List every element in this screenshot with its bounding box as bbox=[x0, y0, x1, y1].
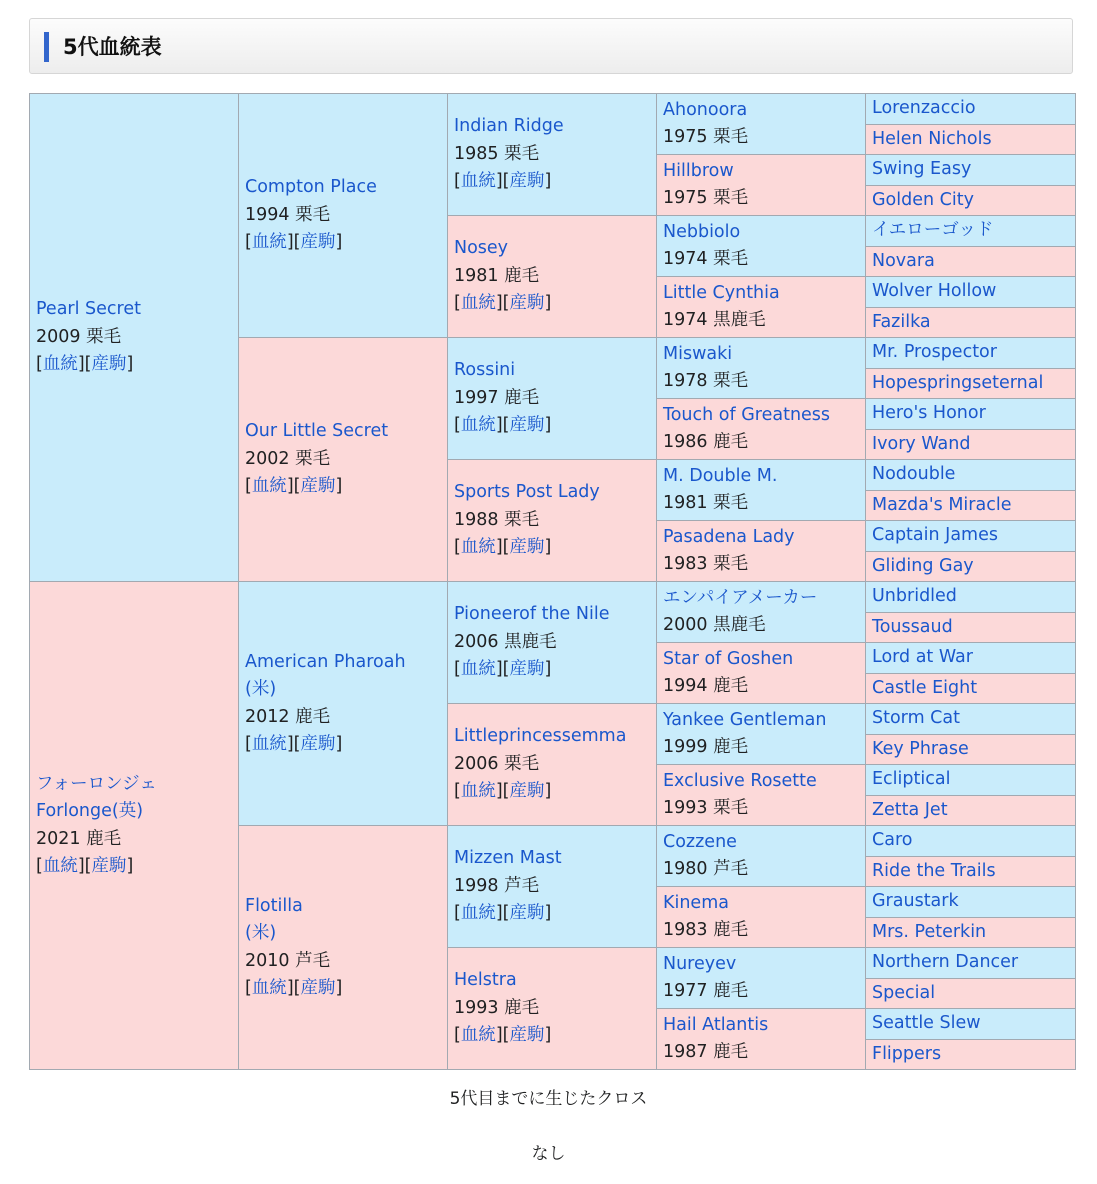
pedigree-links: [血統][産駒] bbox=[454, 293, 552, 314]
ancestor-gen4 bbox=[657, 1009, 866, 1070]
pedigree-link[interactable]: 血統 bbox=[42, 856, 78, 876]
horse-name[interactable]: エンパイアメーカー bbox=[663, 587, 818, 608]
progeny-link[interactable]: 産駒 bbox=[509, 659, 545, 680]
horse-name[interactable]: Miswaki bbox=[663, 343, 733, 364]
horse-name[interactable]: Fazilka bbox=[872, 311, 931, 332]
progeny-link[interactable]: 産駒 bbox=[509, 171, 545, 192]
progeny-link[interactable]: 産駒 bbox=[91, 354, 127, 375]
horse-info: 2021 鹿毛 bbox=[36, 828, 122, 849]
cross-section-value: なし bbox=[531, 1144, 566, 1164]
horse-info: 1983 鹿毛 bbox=[663, 920, 749, 940]
horse-name[interactable]: (米) bbox=[245, 923, 277, 943]
horse-name[interactable]: Hopespringseternal bbox=[872, 372, 1044, 393]
horse-name[interactable]: Hero's Honor bbox=[872, 403, 986, 423]
horse-name[interactable]: Helstra bbox=[454, 970, 517, 991]
pedigree-links: [血統][産駒] bbox=[454, 903, 552, 924]
ancestor-gen5 bbox=[866, 887, 1076, 918]
ancestor-gen5 bbox=[866, 704, 1076, 735]
ancestor-gen3 bbox=[448, 704, 657, 826]
horse-info: 1981 栗毛 bbox=[663, 493, 749, 513]
pedigree-link[interactable]: 血統 bbox=[251, 232, 287, 253]
horse-name[interactable]: Compton Place bbox=[245, 177, 377, 198]
pedigree-links: [血統][産駒] bbox=[245, 476, 343, 497]
horse-name[interactable]: Rossini bbox=[454, 360, 516, 381]
horse-name[interactable]: Wolver Hollow bbox=[872, 281, 997, 301]
pedigree-table bbox=[29, 93, 1076, 1070]
horse-name[interactable]: イエローゴッド bbox=[872, 220, 994, 240]
pedigree-links: [血統][産駒] bbox=[245, 978, 343, 998]
horse-name[interactable]: Kinema bbox=[663, 892, 729, 913]
horse-name[interactable]: (米) bbox=[245, 679, 277, 699]
horse-info: 1975 栗毛 bbox=[663, 188, 749, 208]
pedigree-links: [血統][産駒] bbox=[454, 171, 552, 192]
pedigree-link[interactable]: 血統 bbox=[251, 978, 287, 998]
pedigree-row bbox=[30, 94, 1076, 125]
horse-name[interactable]: Star of Goshen bbox=[663, 648, 794, 669]
pedigree-links: [血統][産駒] bbox=[454, 781, 552, 802]
horse-name[interactable]: Cozzene bbox=[663, 831, 737, 852]
pedigree-link[interactable]: 血統 bbox=[460, 537, 496, 558]
horse-name[interactable]: Northern Dancer bbox=[872, 952, 1019, 972]
ancestor-gen2 bbox=[239, 338, 448, 582]
horse-info: 2012 鹿毛 bbox=[245, 706, 331, 727]
progeny-link[interactable]: 産駒 bbox=[509, 903, 545, 924]
ancestor-gen3 bbox=[448, 582, 657, 704]
ancestor-gen4 bbox=[657, 826, 866, 887]
horse-name[interactable]: Captain James bbox=[872, 525, 998, 545]
progeny-link[interactable]: 産駒 bbox=[509, 1025, 545, 1046]
horse-info: 1993 栗毛 bbox=[663, 798, 749, 818]
horse-name[interactable]: Little Cynthia bbox=[663, 282, 780, 303]
pedigree-link[interactable]: 血統 bbox=[460, 1025, 496, 1046]
horse-name[interactable]: Ecliptical bbox=[872, 769, 951, 789]
ancestor-gen5 bbox=[866, 826, 1076, 857]
horse-name[interactable]: Gliding Gay bbox=[872, 555, 974, 576]
pedigree-links: [血統][産駒] bbox=[245, 734, 343, 754]
pedigree-links: [血統][産駒] bbox=[36, 354, 134, 375]
horse-info: 1994 栗毛 bbox=[245, 204, 331, 225]
ancestor-gen4 bbox=[657, 277, 866, 338]
pedigree-links: [血統][産駒] bbox=[454, 1025, 552, 1046]
ancestor-gen5 bbox=[866, 795, 1076, 826]
horse-name[interactable]: M. Double M. bbox=[663, 465, 778, 486]
pedigree-links: [血統][産駒] bbox=[245, 232, 343, 253]
ancestor-gen5 bbox=[866, 94, 1076, 125]
horse-name[interactable]: Flotilla bbox=[245, 895, 303, 916]
section-header bbox=[29, 18, 1073, 74]
progeny-link[interactable]: 産駒 bbox=[509, 415, 545, 436]
ancestor-gen5 bbox=[866, 673, 1076, 704]
horse-name[interactable]: Key Phrase bbox=[872, 738, 969, 759]
horse-name[interactable]: Lord at War bbox=[872, 647, 973, 667]
horse-info: 2006 黒鹿毛 bbox=[454, 631, 557, 652]
horse-info: 1988 栗毛 bbox=[454, 509, 540, 530]
pedigree-link[interactable]: 血統 bbox=[42, 354, 78, 375]
ancestor-gen5 bbox=[866, 155, 1076, 186]
ancestor-gen5 bbox=[866, 765, 1076, 796]
horse-name[interactable]: Storm Cat bbox=[872, 708, 960, 728]
horse-info: 1987 鹿毛 bbox=[663, 1042, 749, 1062]
pedigree-link[interactable]: 血統 bbox=[460, 171, 496, 192]
horse-name[interactable]: Littleprincessemma bbox=[454, 726, 627, 747]
horse-name[interactable]: Hail Atlantis bbox=[663, 1014, 769, 1035]
ancestor-gen5 bbox=[866, 551, 1076, 582]
horse-name[interactable]: Castle Eight bbox=[872, 677, 978, 698]
horse-name[interactable]: Hillbrow bbox=[663, 160, 734, 181]
ancestor-gen4 bbox=[657, 704, 866, 765]
pedigree-links: [血統][産駒] bbox=[36, 856, 134, 876]
horse-name[interactable]: Special bbox=[872, 982, 936, 1003]
ancestor-gen4 bbox=[657, 216, 866, 277]
ancestor-gen5 bbox=[866, 948, 1076, 979]
horse-name[interactable]: Nureyev bbox=[663, 953, 737, 974]
pedigree-links: [血統][産駒] bbox=[454, 415, 552, 436]
horse-info: 2000 黒鹿毛 bbox=[663, 615, 766, 635]
horse-name[interactable]: Yankee Gentleman bbox=[663, 709, 827, 730]
ancestor-gen3 bbox=[448, 338, 657, 460]
horse-name[interactable]: Our Little Secret bbox=[245, 421, 389, 442]
horse-name[interactable]: Mizzen Mast bbox=[454, 848, 562, 869]
ancestor-gen2 bbox=[239, 582, 448, 826]
horse-info: 1975 栗毛 bbox=[663, 127, 749, 147]
horse-name[interactable]: Ride the Trails bbox=[872, 860, 996, 881]
horse-name[interactable]: Nodouble bbox=[872, 464, 956, 484]
ancestor-gen4 bbox=[657, 94, 866, 155]
progeny-link[interactable]: 産駒 bbox=[300, 734, 336, 754]
horse-name[interactable]: Zetta Jet bbox=[872, 799, 948, 820]
ancestor-gen5 bbox=[866, 399, 1076, 430]
horse-name[interactable]: Seattle Slew bbox=[872, 1013, 981, 1033]
ancestor-gen5 bbox=[866, 124, 1076, 155]
ancestor-gen4 bbox=[657, 582, 866, 643]
ancestor-gen3 bbox=[448, 460, 657, 582]
horse-name[interactable]: Touch of Greatness bbox=[663, 404, 831, 425]
ancestor-gen4 bbox=[657, 399, 866, 460]
horse-name[interactable]: Mr. Prospector bbox=[872, 342, 997, 362]
horse-info: 1999 鹿毛 bbox=[663, 737, 749, 757]
ancestor-gen5 bbox=[866, 338, 1076, 369]
horse-name[interactable]: American Pharoah bbox=[245, 651, 406, 672]
horse-info: 1974 黒鹿毛 bbox=[663, 310, 766, 330]
horse-info: 1993 鹿毛 bbox=[454, 997, 540, 1018]
ancestor-gen2 bbox=[239, 826, 448, 1070]
ancestor-gen4 bbox=[657, 765, 866, 826]
section-accent-bar bbox=[44, 32, 49, 62]
progeny-link[interactable]: 産駒 bbox=[300, 978, 336, 998]
pedigree-link[interactable]: 血統 bbox=[251, 734, 287, 754]
horse-name[interactable]: Graustark bbox=[872, 891, 959, 911]
ancestor-gen5 bbox=[866, 856, 1076, 887]
horse-info: 1983 栗毛 bbox=[663, 554, 749, 574]
ancestor-gen3 bbox=[448, 94, 657, 216]
horse-name[interactable]: Forlonge(英) bbox=[36, 801, 144, 821]
horse-name[interactable]: Indian Ridge bbox=[454, 116, 564, 137]
horse-name[interactable]: Mazda's Miracle bbox=[872, 494, 1012, 515]
ancestor-gen5 bbox=[866, 612, 1076, 643]
horse-name[interactable]: Novara bbox=[872, 250, 935, 271]
horse-name[interactable]: Exclusive Rosette bbox=[663, 770, 817, 791]
progeny-link[interactable]: 産駒 bbox=[91, 856, 127, 876]
horse-info: 1978 栗毛 bbox=[663, 371, 749, 391]
ancestor-gen5 bbox=[866, 643, 1076, 674]
horse-info: 2006 栗毛 bbox=[454, 753, 540, 774]
ancestor-gen5 bbox=[866, 246, 1076, 277]
ancestor-gen5 bbox=[866, 1009, 1076, 1040]
horse-name[interactable]: Toussaud bbox=[872, 616, 953, 637]
ancestor-gen4 bbox=[657, 643, 866, 704]
horse-name[interactable]: Swing Easy bbox=[872, 159, 972, 179]
ancestor-gen5 bbox=[866, 582, 1076, 613]
horse-info: 1974 栗毛 bbox=[663, 249, 749, 269]
horse-name[interactable]: Unbridled bbox=[872, 586, 957, 606]
horse-name[interactable]: Sports Post Lady bbox=[454, 482, 600, 503]
ancestor-gen4 bbox=[657, 338, 866, 399]
pedigree-link[interactable]: 血統 bbox=[251, 476, 287, 497]
progeny-link[interactable]: 産駒 bbox=[300, 476, 336, 497]
ancestor-gen5 bbox=[866, 1039, 1076, 1070]
ancestor-gen2 bbox=[239, 94, 448, 338]
progeny-link[interactable]: 産駒 bbox=[509, 537, 545, 558]
horse-name[interactable]: Pearl Secret bbox=[36, 299, 141, 320]
pedigree-links: [血統][産駒] bbox=[454, 537, 552, 558]
horse-name[interactable]: Lorenzaccio bbox=[872, 98, 976, 118]
horse-name[interactable]: Golden City bbox=[872, 189, 974, 210]
horse-name[interactable]: Ivory Wand bbox=[872, 433, 971, 454]
ancestor-gen4 bbox=[657, 460, 866, 521]
horse-info: 1986 鹿毛 bbox=[663, 432, 749, 452]
horse-info: 2009 栗毛 bbox=[36, 326, 122, 347]
horse-name[interactable]: Nosey bbox=[454, 238, 509, 259]
pedigree-row bbox=[30, 582, 1076, 613]
pedigree-links: [血統][産駒] bbox=[454, 659, 552, 680]
progeny-link[interactable]: 産駒 bbox=[509, 781, 545, 802]
horse-name[interactable]: Ahonoora bbox=[663, 99, 748, 120]
ancestor-gen1 bbox=[30, 582, 239, 1070]
horse-info: 1997 鹿毛 bbox=[454, 387, 540, 408]
ancestor-gen5 bbox=[866, 521, 1076, 552]
pedigree-link[interactable]: 血統 bbox=[460, 293, 496, 314]
ancestor-gen5 bbox=[866, 429, 1076, 460]
ancestor-gen5 bbox=[866, 490, 1076, 521]
horse-name[interactable]: Caro bbox=[872, 830, 913, 850]
pedigree-link[interactable]: 血統 bbox=[460, 903, 496, 924]
ancestor-gen3 bbox=[448, 826, 657, 948]
horse-info: 2010 芦毛 bbox=[245, 950, 331, 971]
ancestor-gen5 bbox=[866, 917, 1076, 948]
ancestor-gen3 bbox=[448, 948, 657, 1070]
ancestor-gen5 bbox=[866, 307, 1076, 338]
ancestor-gen4 bbox=[657, 887, 866, 948]
ancestor-gen5 bbox=[866, 734, 1076, 765]
horse-name[interactable]: Pioneerof the Nile bbox=[454, 604, 610, 625]
horse-info: 1980 芦毛 bbox=[663, 859, 749, 879]
progeny-link[interactable]: 産駒 bbox=[509, 293, 545, 314]
cross-section-title: 5代目までに生じたクロス bbox=[449, 1089, 648, 1109]
ancestor-gen1 bbox=[30, 94, 239, 582]
ancestor-gen4 bbox=[657, 155, 866, 216]
ancestor-gen5 bbox=[866, 216, 1076, 247]
pedigree-link[interactable]: 血統 bbox=[460, 415, 496, 436]
ancestor-gen3 bbox=[448, 216, 657, 338]
ancestor-gen5 bbox=[866, 185, 1076, 216]
horse-name[interactable]: Helen Nichols bbox=[872, 128, 992, 149]
horse-name[interactable]: Mrs. Peterkin bbox=[872, 921, 987, 942]
ancestor-gen5 bbox=[866, 460, 1076, 491]
pedigree-link[interactable]: 血統 bbox=[460, 781, 496, 802]
horse-info: 1977 鹿毛 bbox=[663, 981, 749, 1001]
ancestor-gen4 bbox=[657, 948, 866, 1009]
ancestor-gen5 bbox=[866, 277, 1076, 308]
section-title: 5代血統表 bbox=[63, 35, 162, 59]
horse-name[interactable]: Nebbiolo bbox=[663, 221, 741, 242]
horse-name[interactable]: Pasadena Lady bbox=[663, 526, 795, 547]
horse-info: 1981 鹿毛 bbox=[454, 265, 540, 286]
horse-info: 1994 鹿毛 bbox=[663, 676, 749, 696]
progeny-link[interactable]: 産駒 bbox=[300, 232, 336, 253]
horse-info: 2002 栗毛 bbox=[245, 448, 331, 469]
ancestor-gen5 bbox=[866, 978, 1076, 1009]
pedigree-link[interactable]: 血統 bbox=[460, 659, 496, 680]
horse-info: 1998 芦毛 bbox=[454, 875, 540, 896]
ancestor-gen5 bbox=[866, 368, 1076, 399]
horse-info: 1985 栗毛 bbox=[454, 143, 540, 164]
horse-name[interactable]: フォーロンジェ bbox=[36, 773, 157, 794]
ancestor-gen4 bbox=[657, 521, 866, 582]
horse-name[interactable]: Flippers bbox=[872, 1043, 942, 1064]
